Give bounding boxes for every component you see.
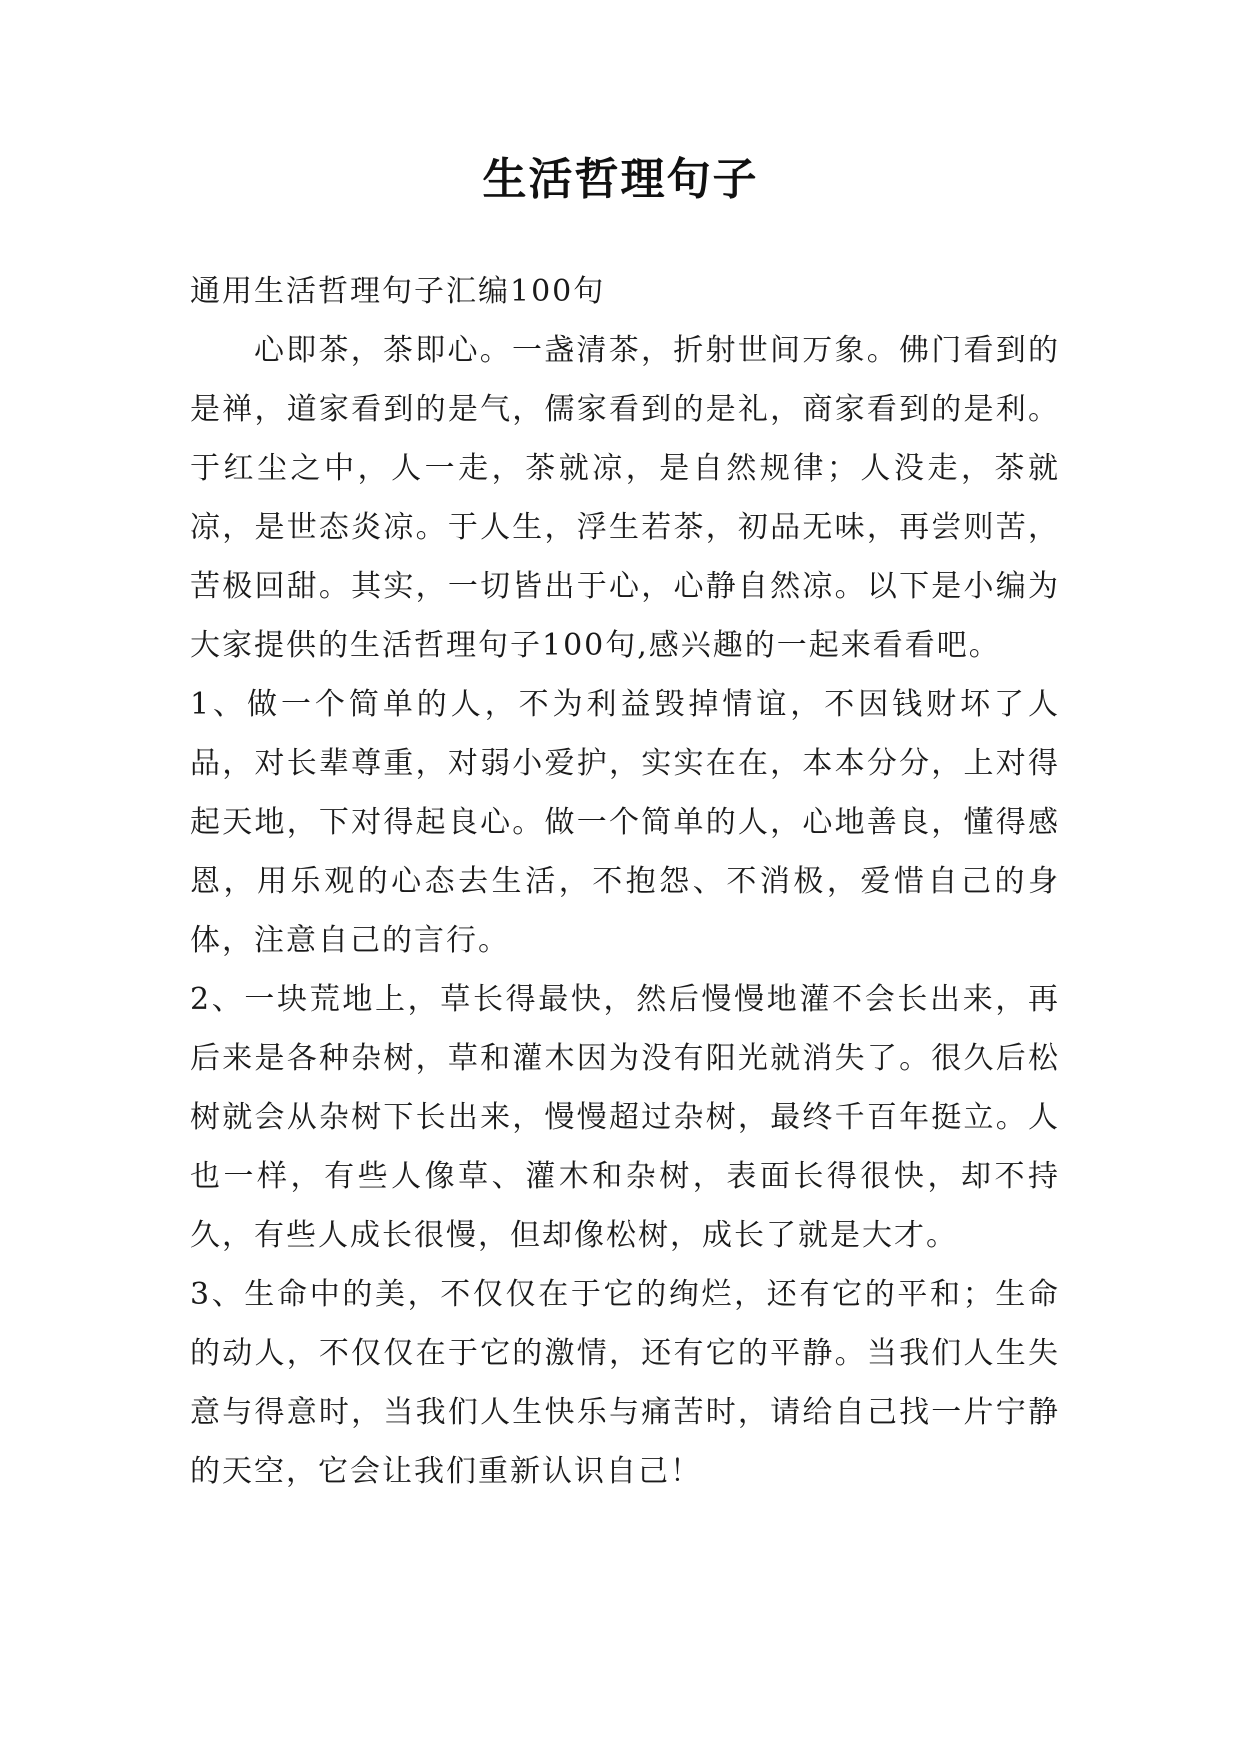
document-title: 生活哲理句子	[482, 154, 759, 205]
list-item: 1、做一个简单的人，不为利益毁掉情谊，不因钱财坏了人品，对长辈尊重，对弱小爱护，实实在在，本本分分，上对得起天地，下对得起良心。做一个简单的人，心地善良，懂得感恩，用乐观的心态去生活，不抱怨、不消极，爱惜自己的身体，注意自己的言行。	[190, 687, 1060, 958]
intro-paragraph: 心即茶，茶即心。一盏清茶，折射世间万象。佛门看到的是禅，道家看到的是气，儒家看到的是礼，商家看到的是利。于红尘之中，人一走，茶就凉，是自然规律；人没走，茶就凉，是世态炎凉。于人生，浮生若茶，初品无味，再尝则苦，苦极回甜。其实，一切皆出于心，心静自然凉。以下是小编为大家提供的生活哲理句子100句,感兴趣的一起来看看吧。	[190, 333, 1060, 663]
subtitle-paragraph: 通用生活哲理句子汇编100句	[190, 274, 606, 309]
document-body	[190, 262, 1060, 1501]
list-item: 2、一块荒地上，草长得最快，然后慢慢地灌不会长出来，再后来是各种杂树，草和灌木因为没有阳光就消失了。很久后松树就会从杂树下长出来，慢慢超过杂树，最终千百年挺立。人也一样，有些人像草、灌木和杂树，表面长得很快，却不持久，有些人成长很慢，但却像松树，成长了就是大才。	[190, 982, 1060, 1253]
list-item: 3、生命中的美，不仅仅在于它的绚烂，还有它的平和；生命的动人，不仅仅在于它的激情，还有它的平静。当我们人生失意与得意时，当我们人生快乐与痛苦时，请给自己找一片宁静的天空，它会让我们重新认识自己！	[190, 1277, 1060, 1489]
